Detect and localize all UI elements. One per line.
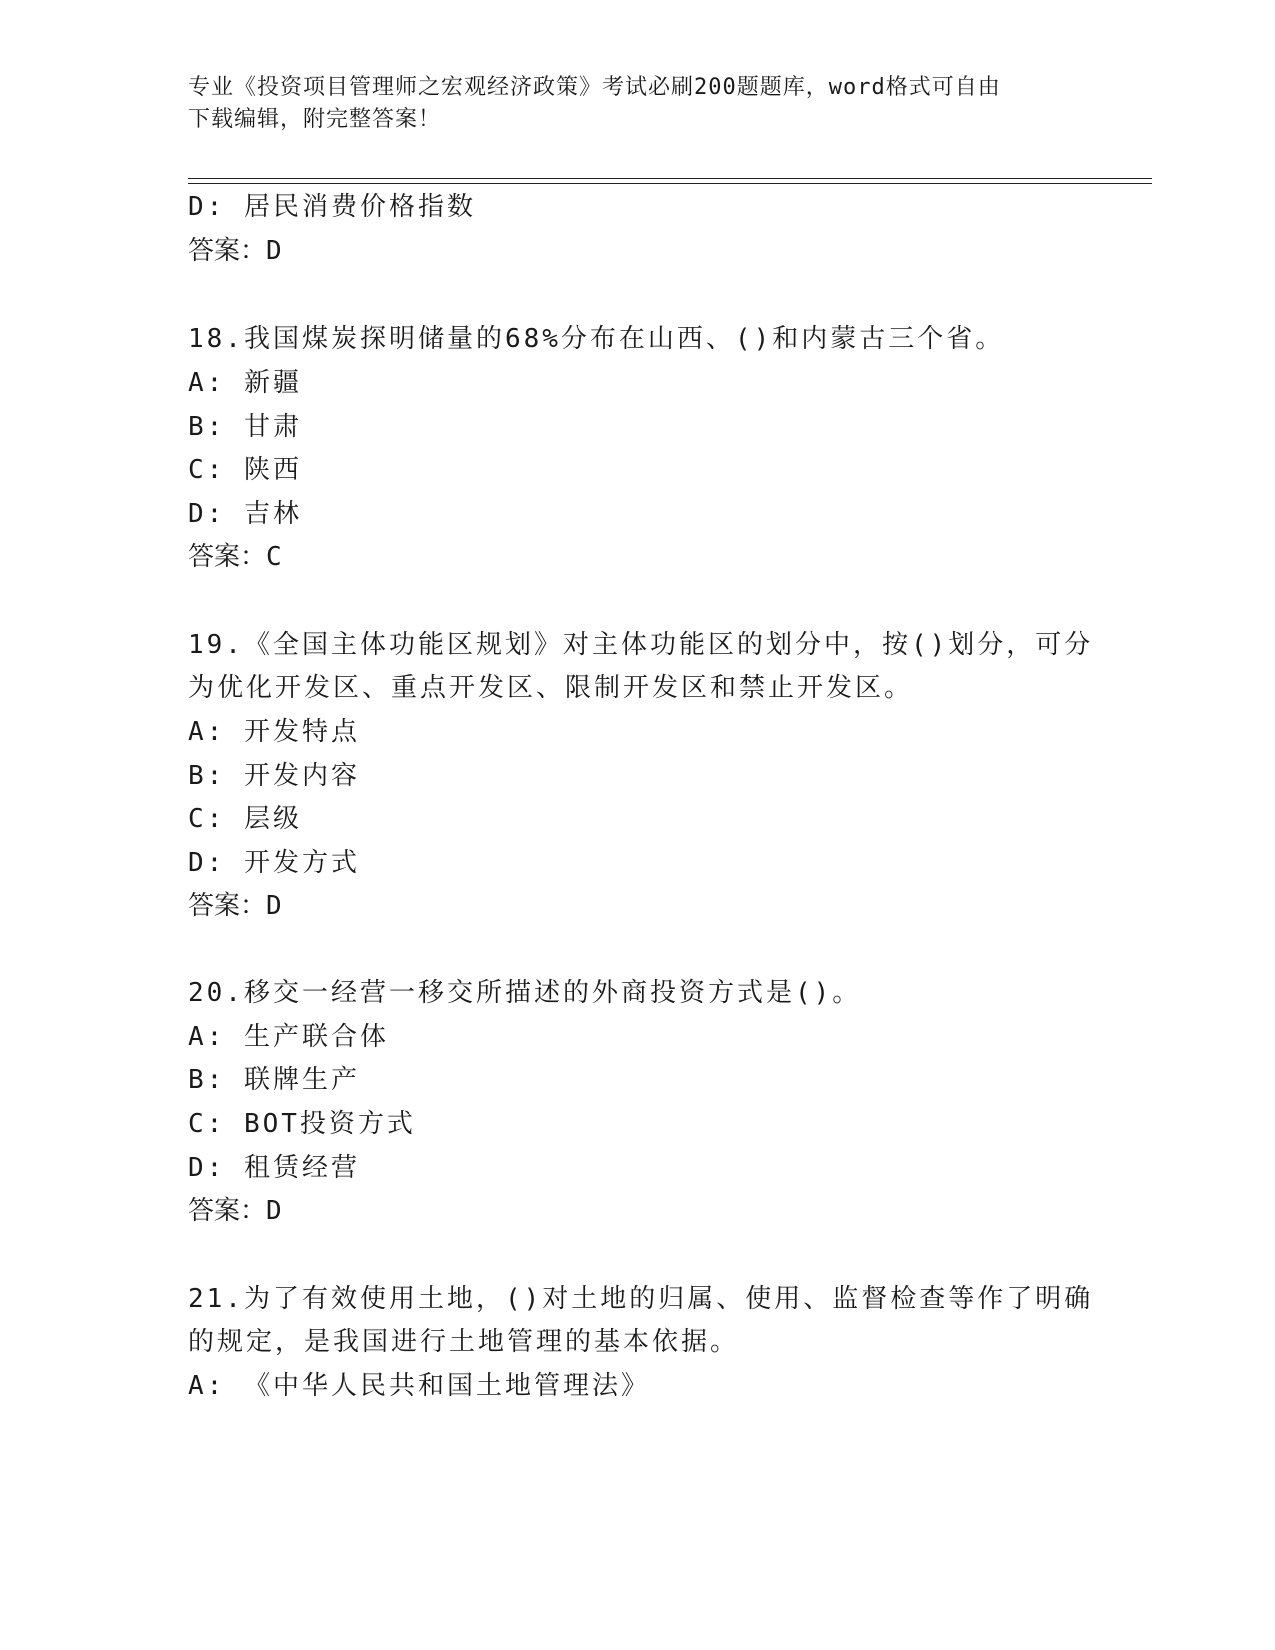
q19-answer: 答案：D: [188, 891, 282, 921]
q18-option-d: D: 吉林: [188, 499, 302, 529]
q20-option-b: B: 联牌生产: [188, 1065, 360, 1095]
q20-option-a: A: 生产联合体: [188, 1022, 389, 1052]
q19-option-b: B: 开发内容: [188, 761, 360, 791]
header-divider-top: [188, 178, 1152, 179]
q18-answer: 答案：C: [188, 542, 282, 572]
q19-option-c: C: 层级: [188, 804, 302, 834]
q18-option-b: B: 甘肃: [188, 412, 302, 442]
q17-option-d: D: 居民消费价格指数: [188, 192, 476, 222]
q17-answer: 答案：D: [188, 236, 282, 266]
header-line-2: 下载编辑，附完整答案！: [188, 107, 442, 132]
q20-option-c: C: BOT投资方式: [188, 1109, 416, 1139]
q19-stem-line-2: 为优化开发区、重点开发区、限制开发区和禁止开发区。: [188, 673, 914, 703]
q19-option-d: D: 开发方式: [188, 848, 360, 878]
q20-stem: 20.移交一经营一移交所描述的外商投资方式是()。: [188, 978, 862, 1008]
q20-answer: 答案：D: [188, 1196, 282, 1226]
q20-option-d: D: 租赁经营: [188, 1153, 360, 1183]
q18-option-a: A: 新疆: [188, 368, 302, 398]
document-header: [188, 72, 1068, 136]
q18-stem: 18.我国煤炭探明储量的68%分布在山西、()和内蒙古三个省。: [188, 324, 1005, 354]
q21-stem-line-1: 21.为了有效使用土地，()对土地的归属、使用、监督检查等作了明确: [188, 1284, 1094, 1314]
q21-option-a: A: 《中华人民共和国土地管理法》: [188, 1371, 650, 1401]
q21-stem-line-2: 的规定，是我国进行土地管理的基本依据。: [188, 1327, 740, 1357]
q19-option-a: A: 开发特点: [188, 717, 360, 747]
header-line-1: 专业《投资项目管理师之宏观经济政策》考试必刷200题题库，word格式可自由: [188, 75, 1001, 100]
header-divider-bottom: [188, 183, 1152, 184]
q18-option-c: C: 陕西: [188, 455, 302, 485]
q19-stem-line-1: 19.《全国主体功能区规划》对主体功能区的划分中，按()划分，可分: [188, 630, 1094, 660]
